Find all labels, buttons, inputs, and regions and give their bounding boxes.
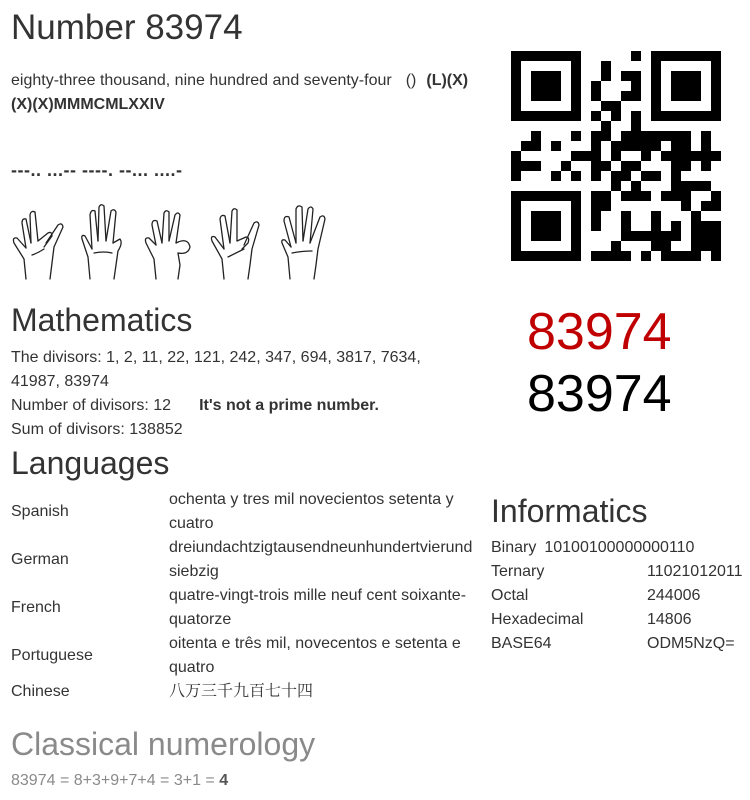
language-row-portuguese	[11, 632, 481, 680]
divisors-count-row	[11, 394, 461, 418]
informatics-value: 14806	[647, 611, 692, 628]
informatics-name: Ternary	[491, 563, 545, 580]
languages-table	[11, 488, 481, 704]
language-row-german	[11, 536, 481, 584]
pronunciation-parens: ()	[405, 72, 417, 89]
informatics-value: 11021012011	[647, 563, 743, 580]
informatics-name: Hexadecimal	[491, 611, 584, 628]
language-row-chinese	[11, 680, 481, 704]
hand-three-icon	[76, 203, 132, 281]
divisors-sum: Sum of divisors: 138852	[11, 421, 183, 438]
language-value: dreiundachtzigtausendneunhundertvierundsiebzig	[169, 539, 473, 580]
informatics-value: 10100100000000110	[544, 539, 695, 556]
informatics-heading: Informatics	[491, 493, 648, 529]
informatics-name: Octal	[491, 587, 529, 604]
numerology-sum: 83974 = 8+3+9+7+4 = 3+1 =	[11, 772, 220, 789]
number-display-red: 83974	[527, 303, 672, 361]
hand-nine-icon	[142, 203, 198, 281]
numerology-result: 4	[219, 772, 229, 789]
informatics-row-base64	[491, 632, 750, 656]
informatics-row-ternary	[491, 560, 750, 584]
informatics-row-octal	[491, 584, 750, 608]
hand-four-icon	[276, 203, 332, 281]
number-display-black: 83974	[527, 365, 672, 423]
numerology-heading: Classical numerology	[11, 726, 316, 762]
hand-eight-icon	[10, 203, 66, 281]
language-value: ochenta y tres mil novecientos setenta y cuatro	[169, 491, 454, 532]
qr-code-icon	[511, 51, 721, 261]
language-value: quatre-vingt-trois mille neuf cent soixante-quatorze	[169, 587, 467, 628]
informatics-name: Binary	[491, 539, 537, 556]
hand-seven-icon	[208, 203, 264, 281]
prime-status: It's not a prime number.	[199, 397, 379, 414]
languages-heading: Languages	[11, 445, 170, 481]
language-name: Portuguese	[11, 647, 93, 664]
language-name: Spanish	[11, 503, 69, 520]
morse-code: ---.. ...-- ----. --... ....-	[11, 160, 183, 180]
number-in-words	[11, 69, 481, 117]
roman-numeral: (L)(X)(X)(X)MMMCMLXXIV	[11, 72, 469, 113]
informatics-table	[491, 536, 750, 656]
mathematics-section	[11, 346, 461, 442]
informatics-value: 244006	[647, 587, 701, 604]
informatics-row-binary	[491, 536, 750, 560]
informatics-value: ODM5NzQ=	[647, 635, 735, 652]
informatics-row-hexadecimal	[491, 608, 750, 632]
divisors-list: The divisors: 1, 2, 11, 22, 121, 242, 347, 694, 3817, 7634, 41987, 83974	[11, 349, 421, 390]
informatics-name: BASE64	[491, 635, 552, 652]
language-value: oitenta e três mil, novecentos e setenta e quatro	[169, 635, 461, 676]
language-row-spanish	[11, 488, 481, 536]
language-row-french	[11, 584, 481, 632]
language-name: German	[11, 551, 69, 568]
english-words: eighty-three thousand, nine hundred and seventy-four	[11, 72, 392, 89]
language-value: 八万三千九百七十四	[169, 683, 314, 700]
page-title: Number 83974	[11, 8, 243, 47]
language-name: Chinese	[11, 683, 70, 700]
divisors-count: Number of divisors: 12	[11, 397, 172, 414]
numerology-equation	[11, 772, 228, 790]
sign-language-hands-icon	[10, 203, 340, 283]
mathematics-heading: Mathematics	[11, 302, 193, 338]
language-name: French	[11, 599, 61, 616]
